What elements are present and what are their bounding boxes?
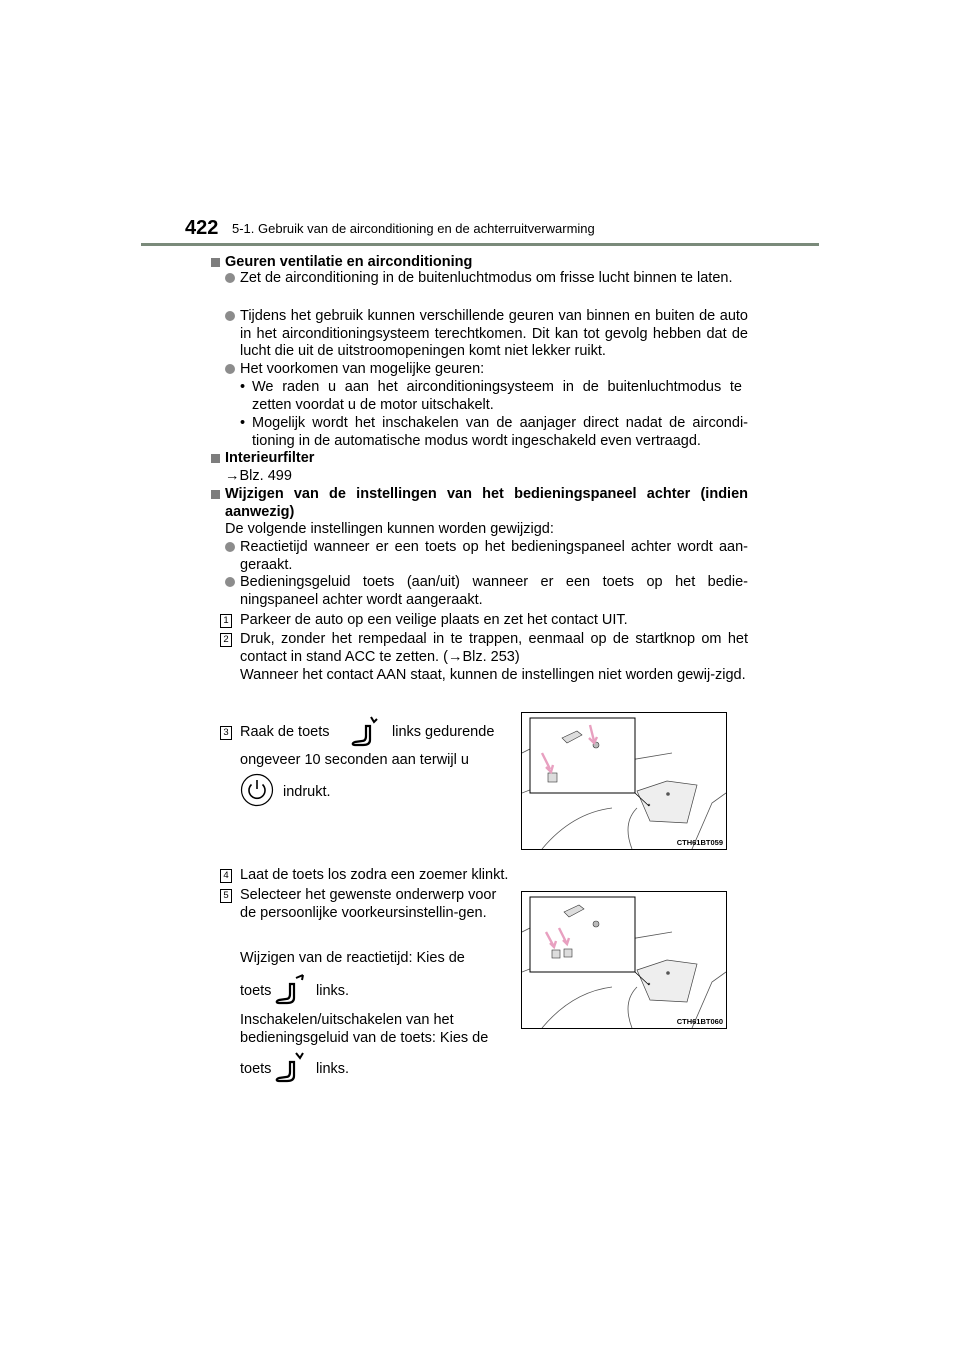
bullet-text: Reactietijd wanneer er een toets op het bedieningspaneel achter wordt aan-geraakt. [240, 539, 748, 573]
page-reference-link[interactable]: →Blz. 499 [225, 468, 292, 484]
step-number-4: 4 [220, 869, 232, 883]
reactietijd-text: Wijzigen van de reactietijd: Kies de [240, 950, 465, 966]
step-3-text: Raak de toets [240, 724, 330, 740]
bullet-text: Bedieningsgeluid toets (aan/uit) wanneer er een toets op het bedie-ningspaneel achter wordt aangeraakt. [240, 574, 748, 608]
step-number-1: 1 [220, 614, 232, 628]
console-illustration [522, 892, 726, 1028]
page-number: 422 [185, 217, 219, 239]
section-marker [211, 490, 220, 499]
seat-button-icon [272, 1050, 308, 1084]
seat-button-icon [348, 714, 384, 748]
bullet-text: Zet de airconditioning in de buitenluchtmodus om frisse lucht binnen te laten. [240, 270, 733, 286]
section-intro: De volgende instellingen kunnen worden gewijzigd: [225, 521, 554, 537]
step-5-text: Selecteer het gewenste onderwerp voor de persoonlijke voorkeursinstellin-gen. [240, 887, 497, 921]
step-4-text: Laat de toets los zodra een zoemer klinkt. [240, 867, 509, 883]
step-2-note: Wanneer het contact AAN staat, kunnen de instellingen niet worden gewij-zigd. [240, 667, 746, 683]
step-number-5: 5 [220, 889, 232, 903]
step-2-text: Druk, zonder het rempedaal in te trappen, eenmaal op de startknop om het contact in stand ACC te zetten. (→Blz. 253) [240, 631, 748, 665]
bullet-dot [225, 311, 235, 321]
sub-bullet-text: Mogelijk wordt het inschakelen van de aanjager direct nadat de aircondi-tioning in de automatische modus wordt ingeschakeld even vertraagd. [252, 415, 748, 449]
console-illustration [522, 713, 726, 849]
step-3-text: links gedurende [392, 724, 495, 740]
section-marker [211, 258, 220, 267]
reactietijd-text: links. [316, 983, 350, 999]
seat-button-icon [272, 972, 308, 1006]
header-rule [141, 243, 819, 246]
bullet-dot [225, 364, 235, 374]
chapter-title: 5-1. Gebruik van de airconditioning en de achterruitverwarming [232, 221, 595, 236]
illustration-figure [521, 712, 727, 850]
section-heading-filter: Interieurfilter [225, 450, 315, 466]
power-button-icon [240, 773, 274, 807]
step-number-2: 2 [220, 633, 232, 647]
bedieningsgeluid-text: links. [316, 1061, 350, 1077]
reactietijd-text: toets [240, 983, 272, 999]
step-3-text: ongeveer 10 seconden aan terwijl u [240, 752, 469, 768]
step-number-3: 3 [220, 726, 232, 740]
bedieningsgeluid-text: toets [240, 1061, 272, 1077]
illustration-figure [521, 891, 727, 1029]
bullet-dot [225, 273, 235, 283]
section-heading-wijzigen: Wijzigen van de instellingen van het bedieningspaneel achter (indien aanwezig) [225, 486, 748, 520]
sub-bullet-mark: • [240, 415, 246, 431]
sub-bullet-text: We raden u aan het airconditioningsysteem in de buitenluchtmodus te zetten voordat u de motor uitschakelt. [252, 379, 742, 413]
bullet-text: Het voorkomen van mogelijke geuren: [240, 361, 485, 377]
sub-bullet-mark: • [240, 379, 246, 395]
section-heading-geuren: Geuren ventilatie en airconditioning [225, 254, 473, 270]
figure-label: CTH61BT060 [676, 1017, 723, 1026]
bullet-text: Tijdens het gebruik kunnen verschillende geuren van binnen en buiten de auto in het airconditioningsysteem terechtkomen. Dit kan tot gevolg hebben dat de lucht die uit de uitstroomopeningen komt niet lekker ruikt. [240, 308, 748, 359]
section-marker [211, 454, 220, 463]
figure-label: CTH61BT059 [676, 838, 723, 847]
step-1-text: Parkeer de auto op een veilige plaats en zet het contact UIT. [240, 612, 628, 628]
bedieningsgeluid-text: Inschakelen/uitschakelen van het bedieningsgeluid van de toets: Kies de [240, 1012, 489, 1046]
bullet-dot [225, 577, 235, 587]
step-3-text: indrukt. [283, 784, 331, 800]
bullet-dot [225, 542, 235, 552]
